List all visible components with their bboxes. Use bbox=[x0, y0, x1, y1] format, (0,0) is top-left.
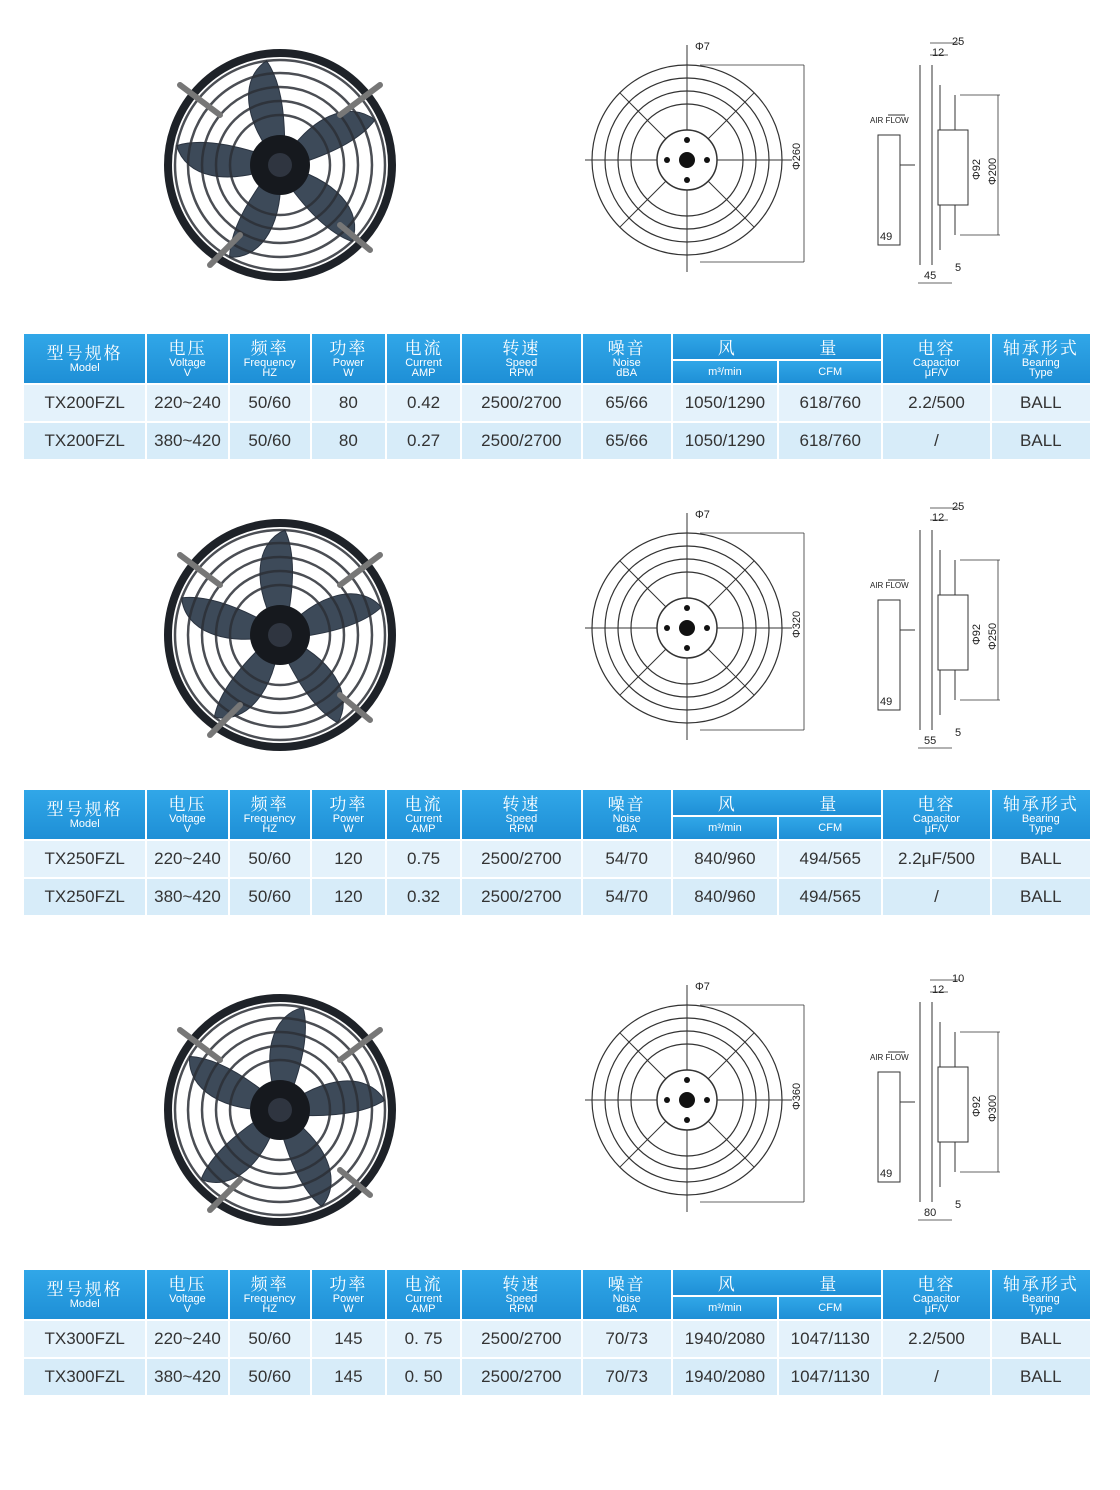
cell-current: 0.75 bbox=[386, 840, 461, 878]
header-voltage: 电压 Voltage V bbox=[146, 1269, 228, 1320]
cell-m3: 1050/1290 bbox=[672, 422, 778, 460]
header-bearing: 轴承形式 Bearing Type bbox=[991, 789, 1091, 840]
header-speed: 转速 Speed RPM bbox=[461, 333, 581, 384]
header-airflow-m3: m³/min bbox=[672, 816, 778, 840]
fan-photo bbox=[160, 990, 400, 1230]
cell-m3: 1940/2080 bbox=[672, 1358, 778, 1396]
header-power: 功率 Power W bbox=[311, 333, 386, 384]
header-capacitor: 电容 Capacitor μF/V bbox=[882, 789, 990, 840]
cell-cap: / bbox=[882, 1358, 990, 1396]
cell-speed: 2500/2700 bbox=[461, 384, 581, 422]
cell-cap: / bbox=[882, 422, 990, 460]
header-current: 电流 Current AMP bbox=[386, 1269, 461, 1320]
cell-cap: 2.2/500 bbox=[882, 384, 990, 422]
cell-cfm: 618/760 bbox=[778, 384, 882, 422]
header-airflow-m3: m³/min bbox=[672, 1296, 778, 1320]
header-speed: 转速 Speed RPM bbox=[461, 1269, 581, 1320]
airflow-label: AIR FLOW bbox=[870, 1053, 909, 1062]
header-voltage: 电压 Voltage V bbox=[146, 789, 228, 840]
header-capacitor: 电容 Capacitor μF/V bbox=[882, 1269, 990, 1320]
cell-voltage: 220~240 bbox=[146, 840, 228, 878]
airflow-label: AIR FLOW bbox=[870, 581, 909, 590]
cell-current: 0.27 bbox=[386, 422, 461, 460]
cell-m3: 1940/2080 bbox=[672, 1320, 778, 1358]
cell-bearing: BALL bbox=[991, 422, 1091, 460]
cell-cfm: 618/760 bbox=[778, 422, 882, 460]
cell-model: TX200FZL bbox=[23, 422, 146, 460]
header-airflow-m3: m³/min bbox=[672, 360, 778, 384]
header-airflow-cfm: CFM bbox=[778, 1296, 882, 1320]
spec-table bbox=[22, 1268, 1092, 1397]
table-row bbox=[23, 1320, 1091, 1358]
header-model: 型号规格 Model bbox=[23, 1269, 146, 1320]
header-power: 功率 Power W bbox=[311, 789, 386, 840]
cell-m3: 840/960 bbox=[672, 840, 778, 878]
cell-bearing: BALL bbox=[991, 840, 1091, 878]
top-dim-1: 25 bbox=[952, 501, 965, 513]
cell-current: 0. 50 bbox=[386, 1358, 461, 1396]
cell-current: 0.32 bbox=[386, 878, 461, 916]
blade-dim: Φ300 bbox=[987, 1094, 999, 1122]
header-airflow: 风 量 bbox=[672, 789, 883, 816]
table-row bbox=[23, 840, 1091, 878]
cell-power: 80 bbox=[311, 422, 386, 460]
cell-noise: 54/70 bbox=[582, 878, 672, 916]
header-frequency: 频率 Frequency HZ bbox=[229, 789, 311, 840]
header-airflow: 风 量 bbox=[672, 1269, 883, 1296]
spec-table bbox=[22, 332, 1092, 461]
table-row bbox=[23, 1358, 1091, 1396]
cell-model: TX200FZL bbox=[23, 384, 146, 422]
fan-photo bbox=[160, 45, 400, 285]
side-view-drawing bbox=[860, 972, 1010, 1232]
hole-dim: Φ7 bbox=[695, 509, 710, 521]
header-model: 型号规格 Model bbox=[23, 789, 146, 840]
cell-noise: 70/73 bbox=[582, 1320, 672, 1358]
cell-speed: 2500/2700 bbox=[461, 878, 581, 916]
cell-model: TX300FZL bbox=[23, 1358, 146, 1396]
outer-dim: Φ360 bbox=[791, 1082, 803, 1110]
table-row bbox=[23, 384, 1091, 422]
outer-dim: Φ320 bbox=[791, 610, 803, 638]
cell-speed: 2500/2700 bbox=[461, 840, 581, 878]
cell-freq: 50/60 bbox=[229, 1358, 311, 1396]
cell-bearing: BALL bbox=[991, 384, 1091, 422]
cell-power: 145 bbox=[311, 1320, 386, 1358]
header-bearing: 轴承形式 Bearing Type bbox=[991, 1269, 1091, 1320]
cell-model: TX250FZL bbox=[23, 840, 146, 878]
header-airflow: 风 量 bbox=[672, 333, 883, 360]
cell-noise: 65/66 bbox=[582, 384, 672, 422]
cell-cfm: 1047/1130 bbox=[778, 1320, 882, 1358]
header-current: 电流 Current AMP bbox=[386, 333, 461, 384]
cell-speed: 2500/2700 bbox=[461, 1320, 581, 1358]
top-dim-2: 12 bbox=[932, 984, 945, 996]
header-airflow-cfm: CFM bbox=[778, 816, 882, 840]
blade-dim: Φ200 bbox=[987, 157, 999, 185]
table-row bbox=[23, 878, 1091, 916]
cell-cfm: 494/565 bbox=[778, 878, 882, 916]
gap-dim: 5 bbox=[955, 262, 962, 274]
front-view-drawing bbox=[580, 508, 820, 753]
hub-dim: Φ92 bbox=[971, 158, 983, 180]
cell-noise: 54/70 bbox=[582, 840, 672, 878]
cell-power: 80 bbox=[311, 384, 386, 422]
header-frequency: 频率 Frequency HZ bbox=[229, 333, 311, 384]
cell-cap: / bbox=[882, 878, 990, 916]
cell-model: TX250FZL bbox=[23, 878, 146, 916]
fan-photo bbox=[160, 515, 400, 755]
cell-freq: 50/60 bbox=[229, 878, 311, 916]
hole-dim: Φ7 bbox=[695, 981, 710, 993]
cell-cfm: 1047/1130 bbox=[778, 1358, 882, 1396]
cell-power: 120 bbox=[311, 878, 386, 916]
cell-freq: 50/60 bbox=[229, 384, 311, 422]
depth-dim: 49 bbox=[880, 696, 893, 708]
header-noise: 噪音 Noise dBA bbox=[582, 789, 672, 840]
cell-m3: 840/960 bbox=[672, 878, 778, 916]
gap-dim: 5 bbox=[955, 727, 962, 739]
cell-speed: 2500/2700 bbox=[461, 422, 581, 460]
cell-voltage: 380~420 bbox=[146, 1358, 228, 1396]
cell-cfm: 494/565 bbox=[778, 840, 882, 878]
top-dim-2: 12 bbox=[932, 512, 945, 524]
cell-freq: 50/60 bbox=[229, 840, 311, 878]
cell-voltage: 380~420 bbox=[146, 422, 228, 460]
top-dim-2: 12 bbox=[932, 47, 945, 59]
header-noise: 噪音 Noise dBA bbox=[582, 1269, 672, 1320]
side-view-drawing bbox=[860, 35, 1010, 295]
header-speed: 转速 Speed RPM bbox=[461, 789, 581, 840]
cell-cap: 2.2/500 bbox=[882, 1320, 990, 1358]
cell-current: 0.42 bbox=[386, 384, 461, 422]
header-airflow-cfm: CFM bbox=[778, 360, 882, 384]
gap-dim: 5 bbox=[955, 1199, 962, 1211]
depth-dim: 49 bbox=[880, 1168, 893, 1180]
cell-freq: 50/60 bbox=[229, 422, 311, 460]
cell-model: TX300FZL bbox=[23, 1320, 146, 1358]
top-dim-1: 25 bbox=[952, 36, 965, 48]
header-capacitor: 电容 Capacitor μF/V bbox=[882, 333, 990, 384]
cell-bearing: BALL bbox=[991, 1320, 1091, 1358]
base-dim: 80 bbox=[924, 1207, 937, 1219]
cell-cap: 2.2μF/500 bbox=[882, 840, 990, 878]
cell-current: 0. 75 bbox=[386, 1320, 461, 1358]
cell-bearing: BALL bbox=[991, 1358, 1091, 1396]
front-view-drawing bbox=[580, 980, 820, 1225]
cell-bearing: BALL bbox=[991, 878, 1091, 916]
base-dim: 45 bbox=[924, 270, 937, 282]
outer-dim: Φ260 bbox=[791, 142, 803, 170]
table-row bbox=[23, 422, 1091, 460]
spec-table bbox=[22, 788, 1092, 917]
cell-power: 120 bbox=[311, 840, 386, 878]
depth-dim: 49 bbox=[880, 231, 893, 243]
header-voltage: 电压 Voltage V bbox=[146, 333, 228, 384]
airflow-label: AIR FLOW bbox=[870, 116, 909, 125]
cell-freq: 50/60 bbox=[229, 1320, 311, 1358]
hub-dim: Φ92 bbox=[971, 1095, 983, 1117]
base-dim: 55 bbox=[924, 735, 937, 747]
header-power: 功率 Power W bbox=[311, 1269, 386, 1320]
top-dim-1: 10 bbox=[952, 973, 965, 985]
side-view-drawing bbox=[860, 500, 1010, 760]
cell-voltage: 220~240 bbox=[146, 1320, 228, 1358]
cell-voltage: 220~240 bbox=[146, 384, 228, 422]
cell-m3: 1050/1290 bbox=[672, 384, 778, 422]
cell-voltage: 380~420 bbox=[146, 878, 228, 916]
header-noise: 噪音 Noise dBA bbox=[582, 333, 672, 384]
header-current: 电流 Current AMP bbox=[386, 789, 461, 840]
hole-dim: Φ7 bbox=[695, 41, 710, 53]
cell-noise: 70/73 bbox=[582, 1358, 672, 1396]
front-view-drawing bbox=[580, 40, 820, 285]
cell-speed: 2500/2700 bbox=[461, 1358, 581, 1396]
cell-noise: 65/66 bbox=[582, 422, 672, 460]
header-frequency: 频率 Frequency HZ bbox=[229, 1269, 311, 1320]
blade-dim: Φ250 bbox=[987, 622, 999, 650]
hub-dim: Φ92 bbox=[971, 623, 983, 645]
header-bearing: 轴承形式 Bearing Type bbox=[991, 333, 1091, 384]
cell-power: 145 bbox=[311, 1358, 386, 1396]
header-model: 型号规格 Model bbox=[23, 333, 146, 384]
